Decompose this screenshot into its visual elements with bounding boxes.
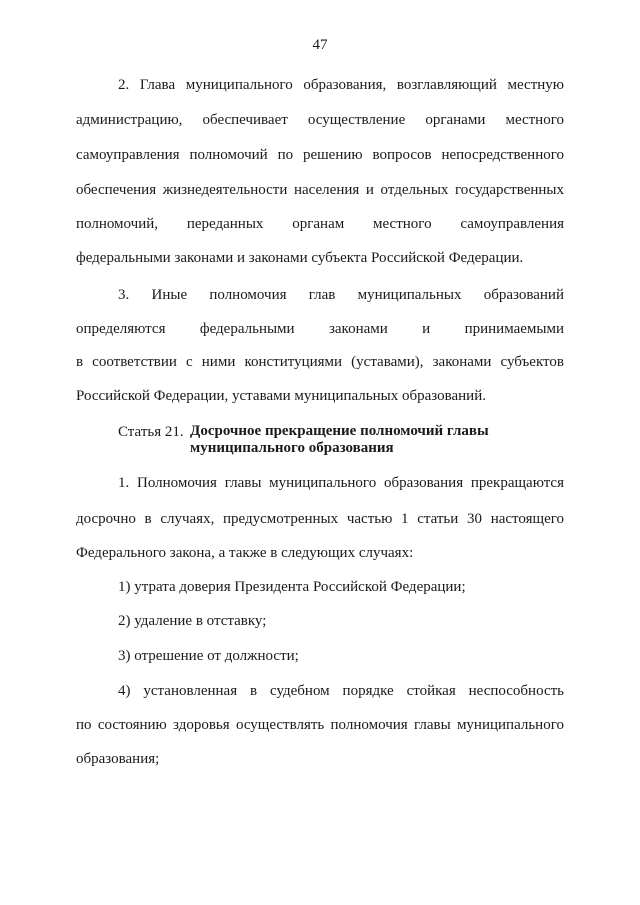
page-number: 47 xyxy=(312,37,328,53)
article-21-heading xyxy=(118,423,564,459)
article-21-p1-line-2: досрочно в случаях, предусмотренных частью 1 статьи 30 настоящего xyxy=(76,511,564,527)
paragraph-2-line-2: администрацию, обеспечивает осуществление органами местного xyxy=(76,112,564,128)
paragraph-3-line-3: в соответствии с ними конституциями (уставами), законами субъектов xyxy=(76,354,564,370)
article-21-p1-line-3: Федерального закона, а также в следующих случаях: xyxy=(76,545,414,561)
paragraph-2-line-4: обеспечения жизнедеятельности населения и отдельных государственных xyxy=(76,182,564,198)
list-item-4-line-1: 4) установленная в судебном порядке стойкая неспособность xyxy=(118,683,564,699)
list-item-1: 1) утрата доверия Президента Российской Федерации; xyxy=(118,579,466,595)
paragraph-3-line-2: определяются федеральными законами и принимаемыми xyxy=(76,321,564,337)
list-item-4-line-2: по состоянию здоровья осуществлять полномочия главы муниципального xyxy=(76,717,564,733)
paragraph-2-line-1: 2. Глава муниципального образования, возглавляющий местную xyxy=(118,77,564,93)
list-item-3: 3) отрешение от должности; xyxy=(118,648,299,664)
paragraph-3-line-1: 3. Иные полномочия глав муниципальных образований xyxy=(118,287,564,303)
paragraph-3-line-4: Российской Федерации, уставами муниципальных образований. xyxy=(76,388,486,404)
article-number: Статья 21. xyxy=(118,424,184,440)
list-item-4-line-3: образования; xyxy=(76,751,160,767)
article-title-line-1: Досрочное прекращение полномочий главы xyxy=(190,423,489,439)
article-21-p1-line-1: 1. Полномочия главы муниципального образования прекращаются xyxy=(118,475,564,491)
article-title-line-2: муниципального образования xyxy=(190,440,394,456)
paragraph-2-line-6: федеральными законами и законами субъекта Российской Федерации. xyxy=(76,250,524,266)
paragraph-2-line-5: полномочий, переданных органам местного самоуправления xyxy=(76,216,564,232)
paragraph-2-line-3: самоуправления полномочий по решению вопросов непосредственного xyxy=(76,147,564,163)
list-item-2: 2) удаление в отставку; xyxy=(118,613,267,629)
